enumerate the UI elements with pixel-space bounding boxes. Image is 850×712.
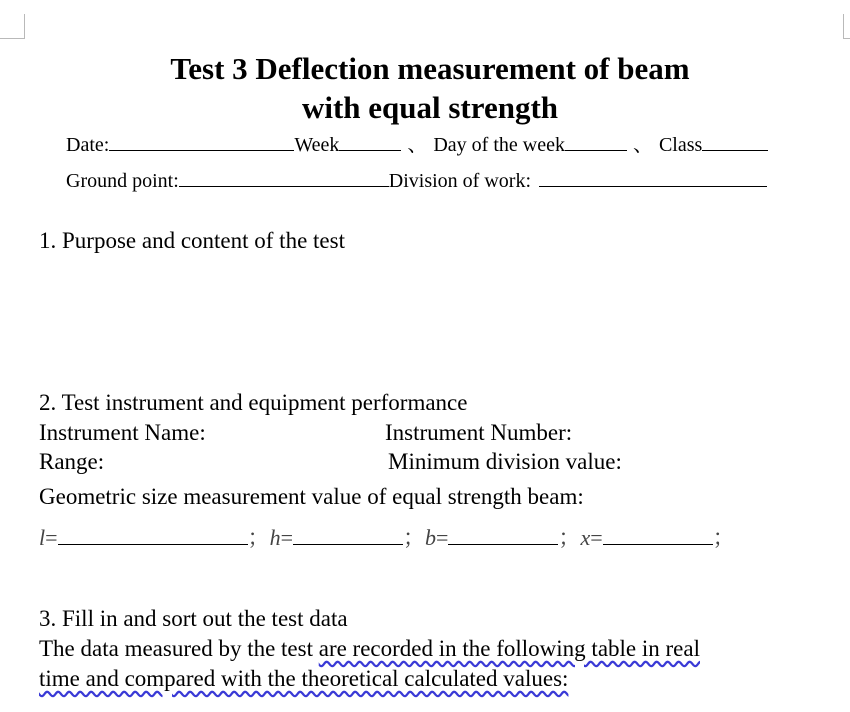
geometric-size-fields: [39, 521, 735, 552]
equals-x: =: [590, 525, 603, 550]
date-blank[interactable]: [109, 132, 294, 151]
var-l: l: [39, 525, 46, 550]
section-2-heading: 2. Test instrument and equipment performance: [39, 390, 468, 415]
division-of-work-blank[interactable]: [539, 168, 767, 187]
var-x: x: [580, 525, 591, 550]
separator-1: 、: [407, 134, 428, 156]
ground-point-label: Ground point:: [66, 170, 179, 192]
x-value-blank[interactable]: [603, 528, 713, 545]
section-3-heading: 3. Fill in and sort out the test data: [39, 606, 348, 631]
b-value-blank[interactable]: [448, 528, 558, 545]
ground-point-blank[interactable]: [179, 168, 389, 187]
page-corner-mark-left: [0, 14, 25, 39]
week-blank[interactable]: [339, 132, 401, 151]
date-label: Date:: [66, 134, 110, 156]
range-label: Range:: [39, 449, 105, 474]
day-of-week-blank[interactable]: [565, 132, 627, 151]
equals-h: =: [280, 525, 293, 550]
page-corner-mark-right: [843, 14, 850, 39]
minimum-division-label: Minimum division value:: [388, 449, 622, 474]
section-3-text-line-1b: are recorded in the following table in real: [318, 636, 700, 661]
week-label: Week: [294, 134, 340, 156]
geometric-size-label: Geometric size measurement value of equal strength beam:: [39, 484, 584, 509]
section-3-text-line-2: time and compared with the theoretical calculated values:: [39, 666, 569, 691]
instrument-number-label: Instrument Number:: [385, 420, 573, 445]
section-1-heading: 1. Purpose and content of the test: [39, 228, 345, 253]
semicolon-b: ；: [558, 525, 581, 550]
division-of-work-label: Division of work:: [388, 170, 531, 192]
section-3-text-line-1a: The data measured by the test: [39, 636, 319, 661]
semicolon-h: ；: [402, 525, 425, 550]
semicolon-l: ；: [247, 525, 270, 550]
var-b: b: [425, 525, 436, 550]
h-value-blank[interactable]: [293, 528, 403, 545]
header-row-date: [66, 128, 768, 157]
instrument-name-label: Instrument Name:: [39, 420, 206, 445]
day-of-week-label: Day of the week: [433, 134, 565, 156]
equals-l: =: [45, 525, 58, 550]
semicolon-x: ；: [712, 525, 735, 550]
l-value-blank[interactable]: [58, 528, 248, 545]
document-title-line-2: with equal strength: [301, 90, 559, 125]
class-label: Class: [658, 134, 703, 156]
var-h: h: [269, 525, 281, 550]
separator-2: 、: [632, 134, 653, 156]
class-blank[interactable]: [702, 132, 768, 151]
header-row-ground: [66, 168, 767, 193]
section-3-text-line-1: [39, 636, 700, 662]
document-title-line-1: Test 3 Deflection measurement of beam: [170, 51, 690, 86]
equals-b: =: [436, 525, 449, 550]
